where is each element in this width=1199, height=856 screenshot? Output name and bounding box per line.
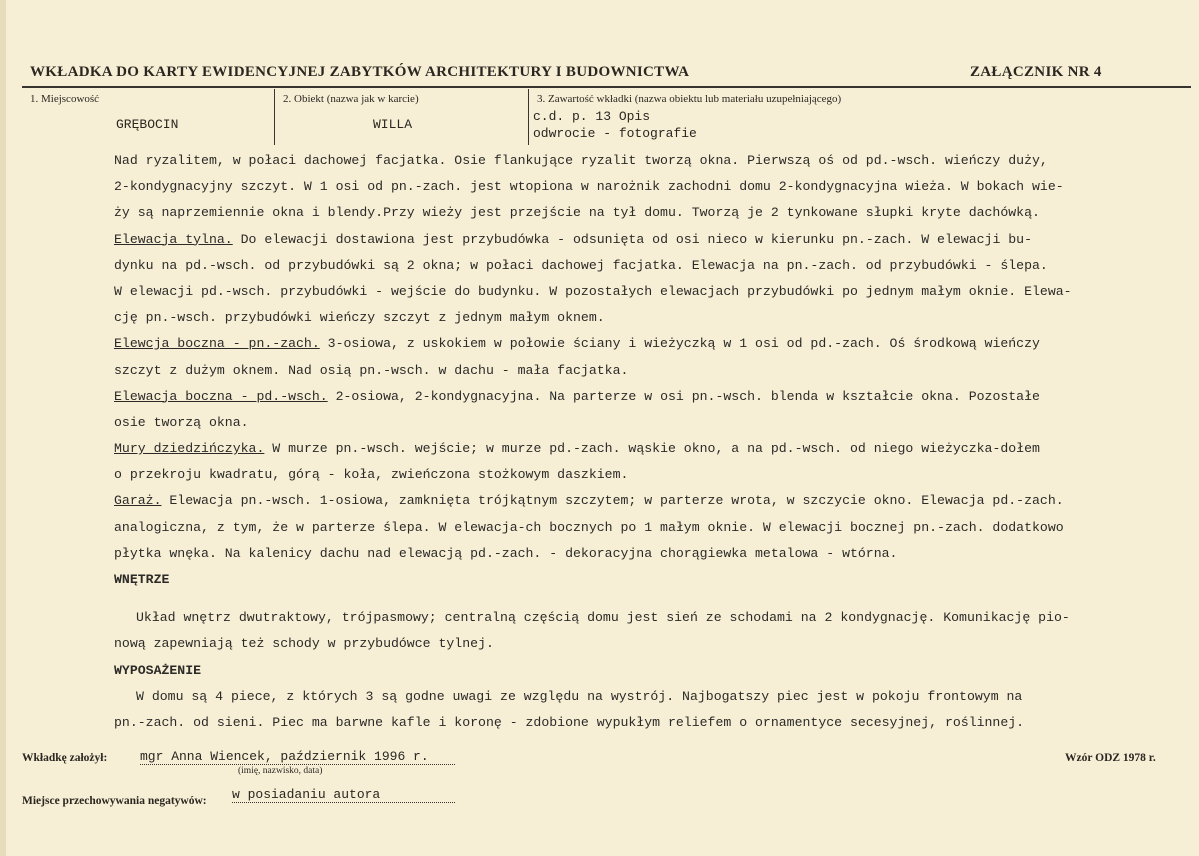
walls-line — [114, 436, 1114, 462]
card-edge — [0, 0, 6, 856]
text-line: pn.-zach. od sieni. Piec ma barwne kafle i koronę - zdobione wypukłym reliefem o ornamentyce secesyjnej, roślinnej. — [114, 714, 1025, 730]
text-line: szczyt z dużym oknem. Nad osią pn.-wsch. w dachu - mała facjatka. — [114, 362, 629, 378]
text-line: 2-kondygnacyjny szczyt. W 1 osi od pn.-zach. jest wtopiona w narożnik zachodni domu 2-kondygnacyjna wieża. W bokach wie- — [114, 179, 1064, 195]
text-span: Elewacja pn.-wsch. 1-osiowa, zamknięta trójkątnym szczytem; w parterze wrota, w szczycie okno. Elewacja pd.-zach. — [161, 493, 1064, 509]
side-elevation-nw-heading: Elewcja boczna - pn.-zach. — [114, 336, 320, 352]
side-se-line — [114, 384, 1114, 410]
form-pattern: Wzór ODZ 1978 r. — [1065, 752, 1156, 764]
garage-heading: Garaż. — [114, 493, 162, 509]
text-line: o przekroju kwadratu, górą - koła, zwieńczona stożkowym daszkiem. — [114, 467, 629, 483]
text-line: płytka wnęka. Na kalenicy dachu nad elewacją pd.-zach. - dekoracyjna chorągiewka metalowa - wtórna. — [114, 545, 898, 561]
header-divider — [22, 86, 1191, 88]
text-line: Układ wnętrz dwutraktowy, trójpasmowy; centralną częścią domu jest sień ze schodami na 2 kondygnację. Komunikację pio- — [136, 610, 1070, 626]
courtyard-walls-heading: Mury dziedzińczyka. — [114, 441, 265, 457]
text-line: W elewacji pd.-wsch. przybudówki - wejście do budynku. W pozostałych elewacjach przybudówki po jednym małym oknie. Elewa- — [114, 283, 1072, 299]
text-line: Nad ryzalitem, w połaci dachowej facjatka. Osie flankujące ryzalit tworzą okna. Pierwszą oś od pd.-wsch. wieńczy duży, — [114, 153, 1048, 168]
text-line: ży są naprzemiennie okna i blendy.Przy wieży jest przejście na tył domu. Tworzą je 2 tynkowane słupki kryte dachówką. — [114, 205, 1040, 221]
side-nw-line — [114, 331, 1114, 357]
text-span: W murze pn.-wsch. wejście; w murze pd.-zach. wąskie okno, a na pd.-wsch. od niego wieżyczka-dołem — [264, 441, 1040, 457]
text-line: cję pn.-wsch. przybudówki wieńczy szczyt z jednym małym oknem. — [114, 310, 605, 326]
object-label: 2. Obiekt (nazwa jak w karcie) — [283, 93, 419, 105]
made-by-hint: (imię, nazwisko, data) — [238, 766, 323, 776]
object-value: WILLA — [373, 117, 413, 132]
place-cell — [22, 89, 274, 145]
description-body — [114, 148, 1114, 736]
side-elevation-se-heading: Elewacja boczna - pd.-wsch. — [114, 388, 328, 404]
text-line: osie tworzą okna. — [114, 414, 249, 430]
annex-number: ZAŁĄCZNIK NR 4 — [970, 64, 1102, 80]
content-value-2: odwrocie - fotografie — [533, 126, 697, 141]
garage-line — [114, 488, 1114, 514]
place-label: 1. Miejscowość — [30, 93, 100, 105]
place-value: GRĘBOCIN — [116, 117, 179, 132]
text-span: 3-osiowa, z uskokiem w połowie ściany i wieżyczką w 1 osi od pd.-zach. Oś środkową wieńczy — [319, 336, 1040, 352]
storage-label: Miejsce przechowywania negatywów: — [22, 795, 207, 807]
made-by-label: Wkładkę założył: — [22, 752, 108, 764]
made-by-value: mgr Anna Wiencek, październik 1996 r. — [140, 749, 455, 765]
equipment-heading: WYPOSAŻENIE — [114, 662, 202, 678]
card-title: WKŁADKA DO KARTY EWIDENCYJNEJ ZABYTKÓW ARCHITEKTURY I BUDOWNICTWA — [30, 64, 690, 80]
rear-elevation-heading: Elewacja tylna. — [114, 231, 233, 247]
content-value-1: c.d. p. 13 Opis — [533, 109, 651, 124]
interior-heading: WNĘTRZE — [114, 572, 170, 587]
rear-elevation-line — [114, 227, 1114, 253]
content-label: 3. Zawartość wkładki (nazwa obiektu lub materiału uzupełniającego) — [537, 93, 842, 105]
text-span: Do elewacji dostawiona jest przybudówka - odsunięta od osi nieco w kierunku pn.-zach. W elewacji bu- — [232, 231, 1033, 247]
storage-value: w posiadaniu autora — [232, 787, 455, 803]
text-span: 2-osiowa, 2-kondygnacyjna. Na parterze w osi pn.-wsch. blenda w kształcie okna. Pozostałe — [327, 388, 1040, 404]
text-line: W domu są 4 piece, z których 3 są godne uwagi ze względu na wystrój. Najbogatszy piec jest w pokoju frontowym na — [136, 688, 1023, 704]
object-cell — [274, 89, 529, 145]
content-cell — [528, 89, 1189, 145]
text-line: analogiczna, z tym, że w parterze ślepa. W elewacja-ch bocznych po 1 małym oknie. W elewacji bocznej pn.-zach. dodatkowo — [114, 519, 1064, 535]
text-line: dynku na pd.-wsch. od przybudówki są 2 okna; w połaci dachowej facjatka. Elewacja na pn.-zach. od przybudówki - ślepa. — [114, 257, 1048, 273]
text-line: nową zapewniają też schody w przybudówce tylnej. — [114, 636, 494, 652]
